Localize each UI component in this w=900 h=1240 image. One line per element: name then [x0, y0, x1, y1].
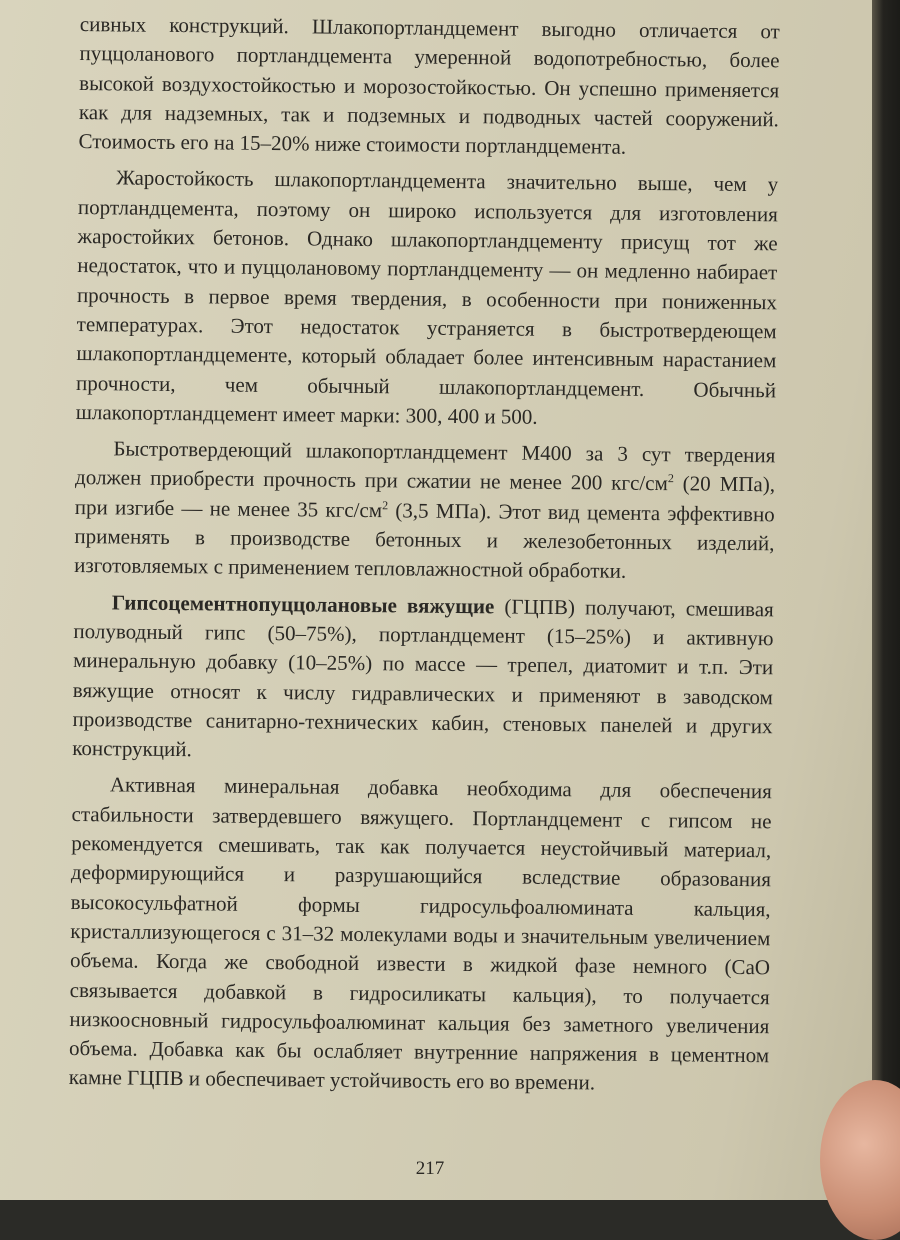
- page-number: 217: [415, 1158, 445, 1179]
- paragraph-1: сивных конструкций. Шлакопортландцемент выгодно отличается от пуццоланового портландцемента умеренной водопотребностью, более высокой воздухостойкостью и морозостойкостью. Он успешно применяется как для надземных, так и подземных и подводных частей сооружений. Стоимость его на 15–20% ниже стоимости портландцемента.: [78, 11, 780, 159]
- superscript-1: 2: [667, 471, 674, 486]
- page-text: [69, 10, 780, 1107]
- paragraph-4: [72, 588, 774, 771]
- superscript-2: 2: [382, 497, 389, 513]
- paragraph-3-part-2: (20 МПа), при изгибе — не менее 35 кгс/см: [74, 471, 776, 522]
- paragraph-3: [74, 434, 775, 588]
- paragraph-2: Жаростойкость шлакопортландцемента значительно выше, чем у портландцемента, поэтому он широко используется для изготовления жаростойких бетонов. Однако шлакопортландцементу присущ тот же недостаток, что и пуццолановому портландцементу — он медленно набирает прочность в первое время твердения, в особенности при пониженных температурах. Этот недостаток устраняется в быстротвердеющем шлакопортландцементе, который обладает более интенсивным нарастанием прочности, чем обычный шлакопортландцемент. Обычньй шлакопортландцемент имеет марки: 300, 400 и 500.: [75, 165, 779, 429]
- paragraph-5: Активная минеральная добавка необходима для обеспечения стабильности затвердевшего вяжущего. Портландцемент с гипсом не рекомендуется смешивать, так как получается неустойчивый материал, деформирующийся и разрушающийся вследствие образования высокосульфатной формы гидросульфоалюмината кальция, кристаллизующегося с 31–32 молекулами воды и значительным увеличением объема. Когда же свободной извести в жидкой фазе немного (CaO связывается добавкой в гидросиликаты кальция), то получается низкоосновный гидросульфоалюминат кальция без заметного увеличения объема. Добавка как бы ослабляет внутренние напряжения в цементном камне ГЦПВ и обеспечивает устойчивость его во времени.: [68, 772, 772, 1095]
- bold-term: Гипсоцементнопуццолановые вяжущие: [111, 590, 495, 619]
- paragraph-3-part-1: Быстротвердеющий шлакопортландцемент М400 за 3 сут твердения должен приобрести прочность при сжатии не менее 200 кгс/см: [74, 436, 776, 496]
- paragraph-3-part-3: (3,5 МПа). Этот вид цемента эффективно применять в производстве бетонных и железобетонных изделий, изготовляемых с применением тепловлажностной обработки.: [74, 498, 775, 584]
- paragraph-4-text: (ГЦПВ) получают, смешивая полуводный гипс (50–75%), портландцемент (15–25%) и активную минеральную добавку (10–25%) по массе — трепел, диатомит и т.п. Эти вяжущие относят к числу гидравлических и применяют в заводском производстве санитарно-технических кабин, стеновых панелей и других конструкций.: [72, 594, 774, 762]
- book-edge: [872, 0, 900, 1200]
